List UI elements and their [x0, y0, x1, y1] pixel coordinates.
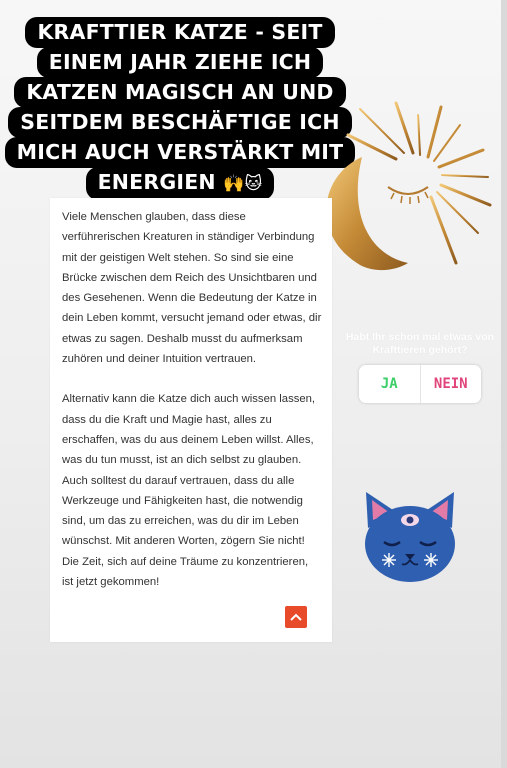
article-paragraph: Viele Menschen glauben, dass diese verführerischen Kreaturen in ständiger Verbindung mit der geistigen Welt stehen. So sind sie eine Brücke zwischen dem Reich des Unsichtbaren und des Gesehenen. Wenn die Bedeutung der Katze in dein Leben kommt, versucht jemand oder etwas, dir etwas zu sagen. Deshalb musst du aufmerksam zuhören und deiner Intuition vertrauen.	[62, 211, 322, 366]
poll-sticker	[336, 331, 504, 403]
headline-line: MICH AUCH VERSTÄRKT MIT	[5, 137, 356, 168]
headline-line: SEITDEM BESCHÄFTIGE ICH	[8, 107, 351, 138]
headline-text: ENERGIEN	[97, 170, 216, 194]
article-card	[50, 198, 332, 642]
headline-line: EINEM JAHR ZIEHE ICH	[37, 47, 324, 78]
poll-option-no[interactable]: NEIN	[433, 376, 468, 392]
poll-options	[359, 365, 481, 403]
scroll-to-top-button[interactable]	[285, 606, 307, 628]
headline-line-last	[86, 167, 275, 200]
poll-option-yes[interactable]: JA	[359, 365, 421, 403]
poll-question: Habt Ihr schon mal etwas von Krafttieren gehört?	[345, 331, 495, 356]
chevron-up-icon	[290, 613, 302, 621]
headline-line: KRAFTTIER KATZE - SEIT	[25, 17, 334, 48]
third-eye-cat-icon[interactable]	[362, 488, 458, 586]
article-paragraph: Alternativ kann die Katze dich auch wissen lassen, dass du die Kraft und Magie hast, alles zu erschaffen, was du aus deinem Leben willst. Alles, was du tun musst, ist an dich selbst zu glauben. Auch solltest du darauf vertrauen, dass du alle Werkzeuge und Fähigkeiten hast, die notwendig sind, um das zu erreichen, was du dir im Leben wünschst. Mit anderen Worten, zögern Sie nicht! Die Zeit, sich auf deine Träume zu konzentrieren, ist jetzt gekommen!	[62, 393, 316, 589]
hands-cat-emoji: 🙌🐱	[223, 174, 263, 194]
headline-line: KATZEN MAGISCH AN UND	[14, 77, 345, 108]
